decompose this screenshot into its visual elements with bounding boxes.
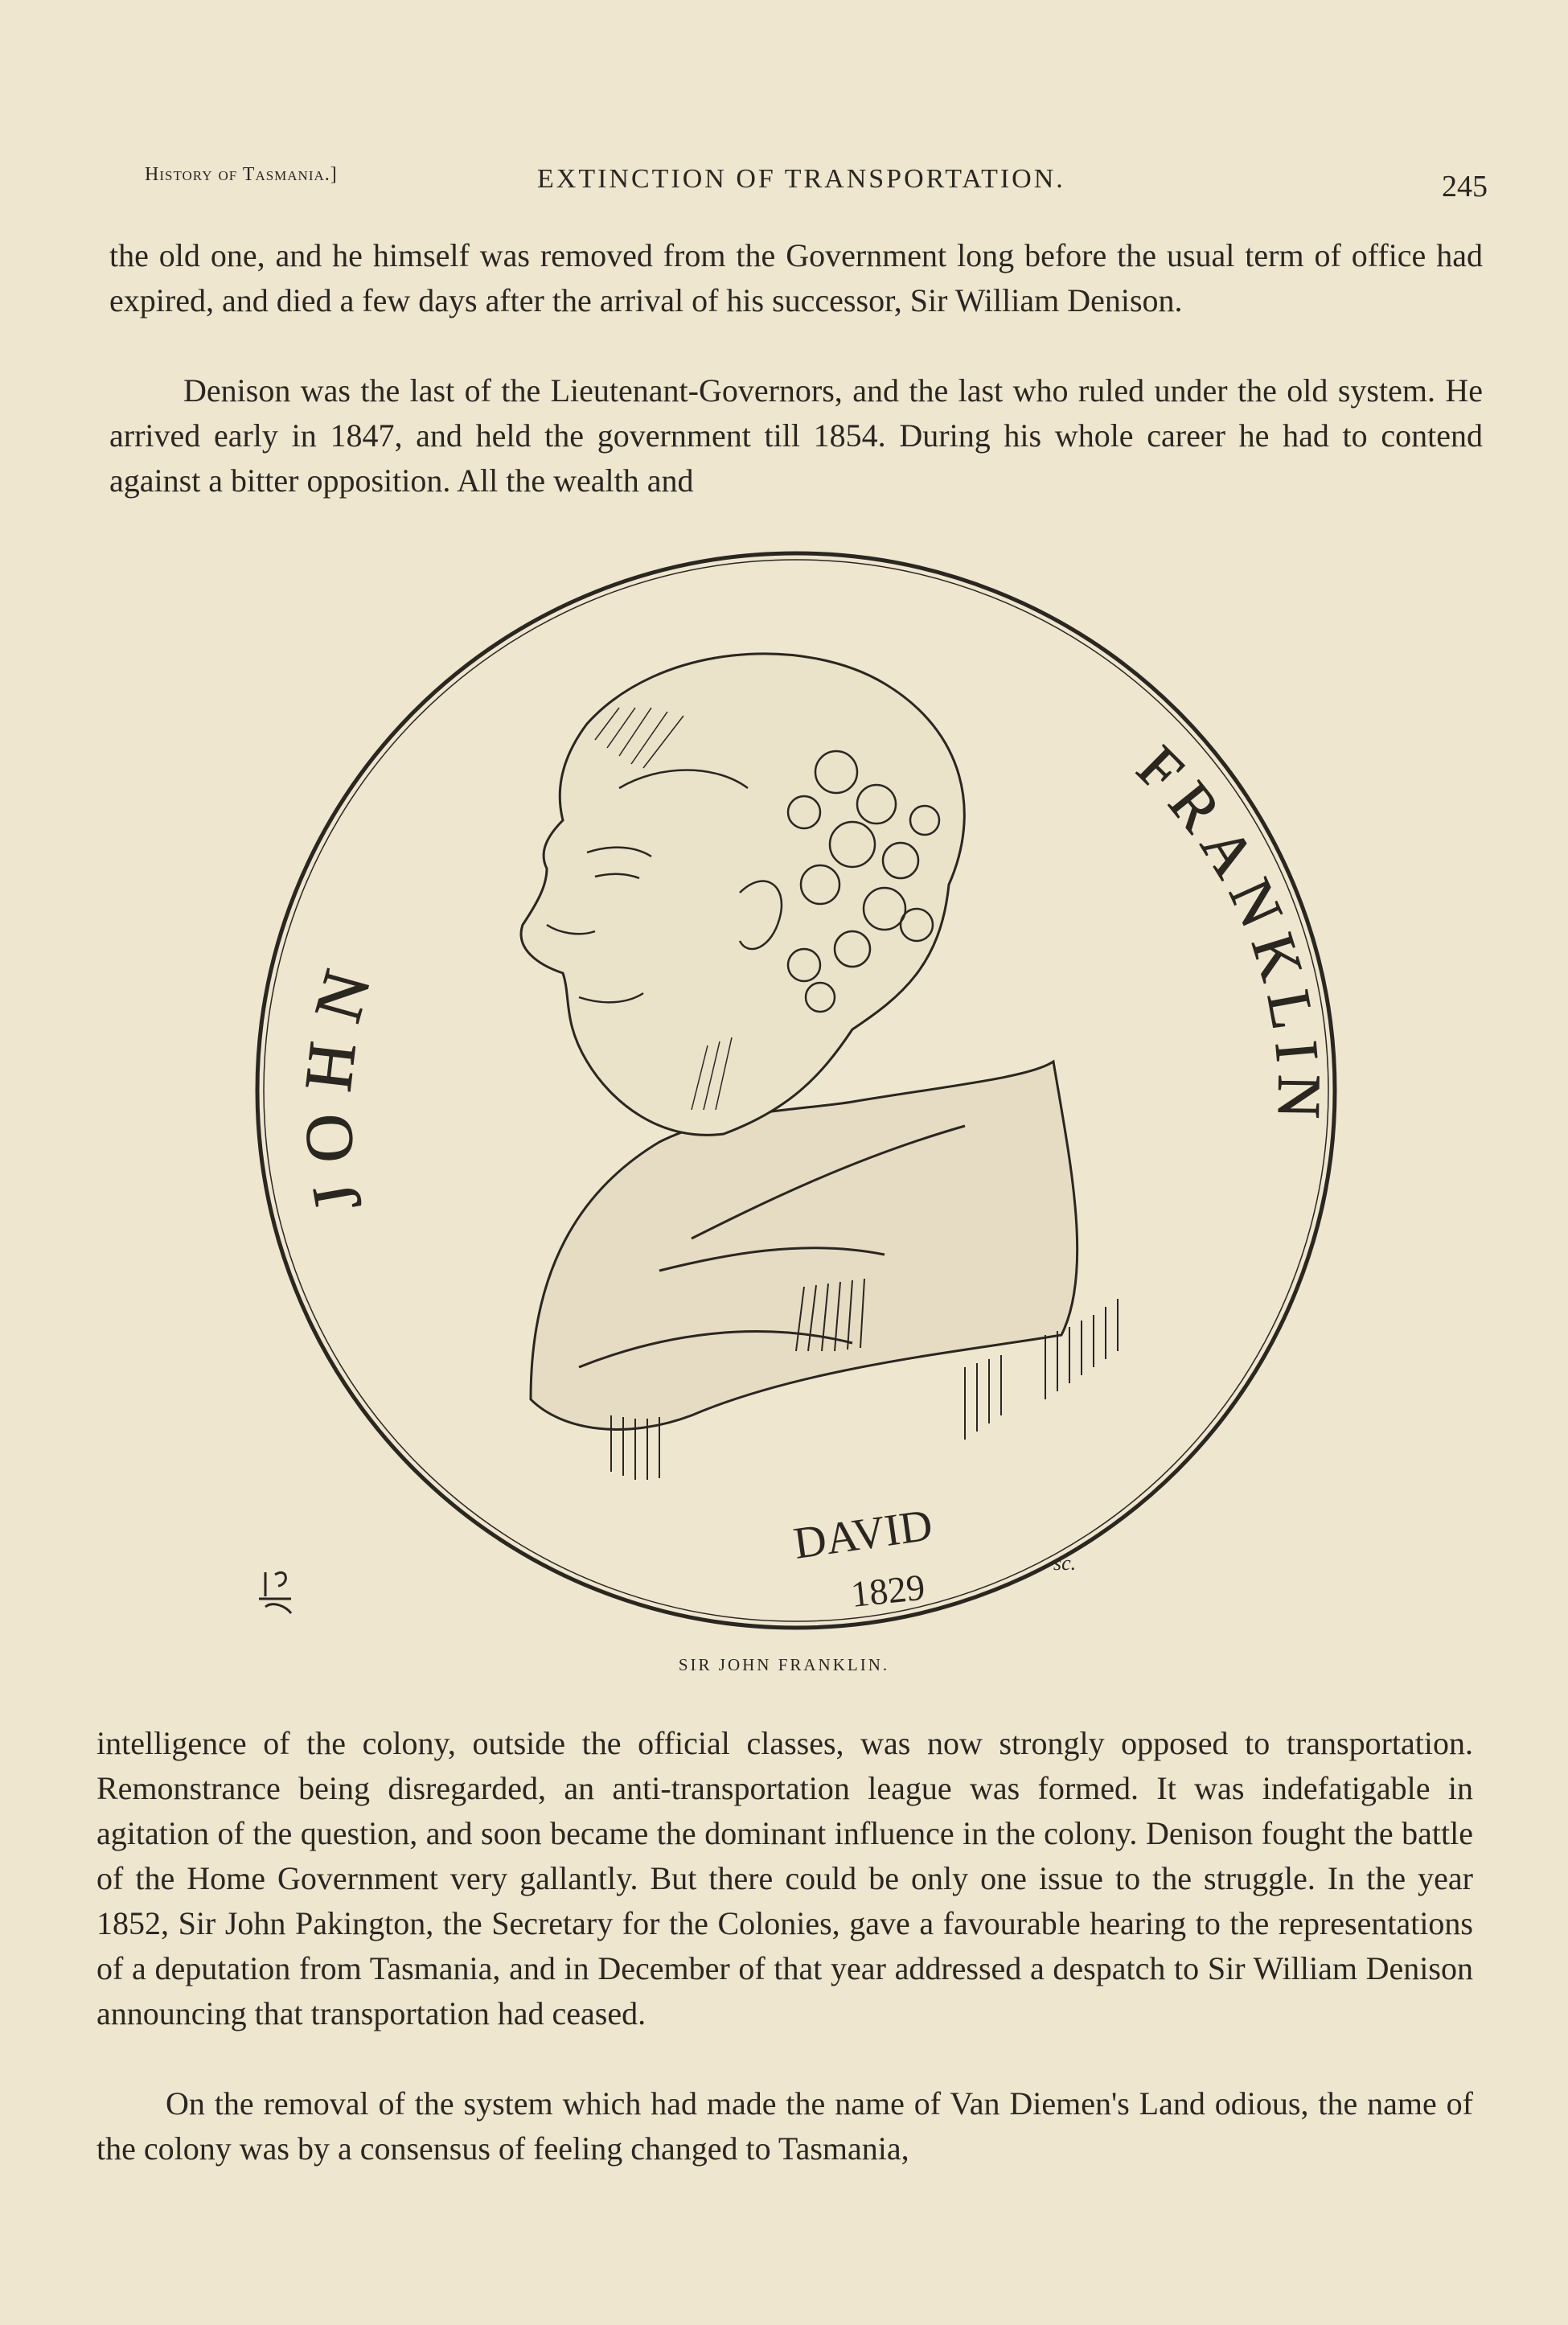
page-number: 245 (1442, 170, 1488, 203)
paragraph: intelligence of the colony, outside the official classes, was now strongly opposed to transportation. Remonstrance being disregarded, an anti-transportation league was formed. It was indefatigable in agitation of the question, and soon became the dominant influence in the colony. Denison fought the battle of the Home Government very gallantly. But there could be only one issue to the struggle. In the year 1852, Sir John Pakington, the Secretary for the Colonies, gave a favourable hearing to the representations of a deputation from Tasmania, and in December of that year addressed a despatch to Sir William Denison announcing that transportation had ceased. (96, 1725, 1473, 2031)
medal-portrait-illustration (241, 547, 1351, 1657)
figure-caption: SIR JOHN FRANKLIN. (678, 1655, 890, 1674)
running-head-chapter-title: EXTINCTION OF TRANSPORTATION. (537, 164, 1065, 194)
paragraph: On the removal of the system which had made the name of Van Diemen's Land odious, the name of the colony was by a consensus of feeling changed to Tasmania, (96, 2085, 1473, 2167)
medal-engraving (241, 547, 1351, 1657)
inscription-right: FRANKLIN (1124, 733, 1333, 1131)
medal-signature: DAVID (790, 1500, 936, 1569)
engraver-mark: sc. (1053, 1551, 1077, 1575)
running-head (145, 158, 1488, 206)
paragraph: the old one, and he himself was removed from the Government long before the usual term of office had expired, and died a few days after the arrival of his successor, Sir William Denison. (109, 237, 1483, 318)
inscription-left: JOHN (290, 943, 391, 1218)
medal-year: 1829 (848, 1566, 927, 1615)
running-head-book-title: History of Tasmania.] (145, 164, 338, 185)
paragraph: Denison was the last of the Lieutenant-Governors, and the last who ruled under the old system. He arrived early in 1847, and held the government till 1854. During his whole career he had to contend against a bitter opposition. All the wealth and (109, 372, 1483, 499)
monogram-icon (259, 1572, 291, 1613)
